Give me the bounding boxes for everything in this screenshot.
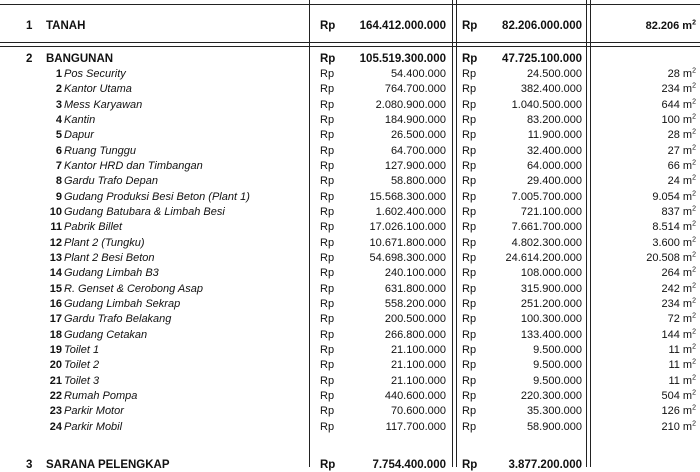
item-number: 23 <box>49 405 62 417</box>
currency-label: Rp <box>320 283 335 295</box>
value-total: 10.671.800.000 <box>369 237 446 249</box>
value-total: 631.800.000 <box>384 283 446 295</box>
currency-label: Rp <box>320 298 335 310</box>
currency-label: Rp <box>462 114 477 126</box>
value-liquidation: 1.040.500.000 <box>511 99 582 111</box>
item-name: Toilet 3 <box>64 375 100 387</box>
item-name: Rumah Pompa <box>64 390 138 402</box>
currency-label: Rp <box>462 313 477 325</box>
item-name: Gardu Trafo Depan <box>64 175 158 187</box>
currency-label: Rp <box>462 405 477 417</box>
item-number: 20 <box>49 359 62 371</box>
value-total: 105.519.300.000 <box>359 53 446 65</box>
area-value: 837 $m^2$ <box>661 205 696 218</box>
currency-label: Rp <box>462 99 477 111</box>
currency-label: Rp <box>462 83 477 95</box>
value-liquidation: 133.400.000 <box>520 329 582 341</box>
area-value: 234 $m^2$ <box>661 82 696 95</box>
currency-label: Rp <box>320 53 336 65</box>
value-liquidation: 100.300.000 <box>520 313 582 325</box>
currency-label: Rp <box>320 175 335 187</box>
area-value: 144 $m^2$ <box>661 328 696 341</box>
item-number: 8 <box>55 175 62 187</box>
item-name: Toilet 2 <box>64 359 100 371</box>
area-value: 11 $m^2$ <box>668 374 696 387</box>
item-number: 1 <box>55 68 62 80</box>
currency-label: Rp <box>320 99 335 111</box>
value-liquidation: 82.206.000.000 <box>502 20 582 32</box>
item-name: R. Genset & Cerobong Asap <box>64 283 204 295</box>
area-value: 24 $m^2$ <box>667 174 696 187</box>
area-value: 27 $m^2$ <box>667 144 696 157</box>
currency-label: Rp <box>462 375 477 387</box>
value-total: 558.200.000 <box>384 298 446 310</box>
value-liquidation: 29.400.000 <box>526 175 582 187</box>
value-liquidation: 9.500.000 <box>533 344 582 356</box>
currency-label: Rp <box>462 206 477 218</box>
item-number: 16 <box>49 298 62 310</box>
item-number: 14 <box>49 267 62 279</box>
value-liquidation: 220.300.000 <box>520 390 582 402</box>
value-total: 58.800.000 <box>390 175 446 187</box>
item-name: Kantor Utama <box>64 83 132 95</box>
value-liquidation: 382.400.000 <box>520 83 582 95</box>
value-liquidation: 58.900.000 <box>526 421 582 433</box>
value-total: 1.602.400.000 <box>375 206 446 218</box>
item-name: Pabrik Billet <box>64 221 123 233</box>
area-value: 72 $m^2$ <box>667 312 696 325</box>
item-number: 7 <box>55 160 62 172</box>
section-number: 2 <box>26 53 33 65</box>
item-name: Pos Security <box>64 68 126 80</box>
item-number: 5 <box>55 129 62 141</box>
item-number: 10 <box>49 206 62 218</box>
value-total: 21.100.000 <box>390 359 446 371</box>
item-name: Gudang Limbah Sekrap <box>64 298 181 310</box>
currency-label: Rp <box>320 206 335 218</box>
section-title: TANAH <box>46 20 86 32</box>
item-name: Plant 2 Besi Beton <box>64 252 155 264</box>
item-name: Plant 2 (Tungku) <box>64 237 145 249</box>
value-total: 240.100.000 <box>384 267 446 279</box>
item-name: Kantor HRD dan Timbangan <box>64 160 203 172</box>
currency-label: Rp <box>462 160 477 172</box>
currency-label: Rp <box>462 68 477 80</box>
value-liquidation: 47.725.100.000 <box>502 53 582 65</box>
value-liquidation: 32.400.000 <box>526 145 582 157</box>
item-number: 2 <box>55 83 62 95</box>
currency-label: Rp <box>320 405 335 417</box>
currency-label: Rp <box>462 267 477 279</box>
currency-label: Rp <box>320 359 335 371</box>
item-number: 15 <box>49 283 62 295</box>
item-name: Gudang Cetakan <box>64 329 148 341</box>
currency-label: Rp <box>462 237 477 249</box>
item-name: Gudang Batubara & Limbah Besi <box>64 206 225 218</box>
value-total: 2.080.900.000 <box>375 99 446 111</box>
currency-label: Rp <box>320 421 335 433</box>
value-total: 26.500.000 <box>390 129 446 141</box>
value-total: 7.754.400.000 <box>372 459 446 471</box>
currency-label: Rp <box>462 53 478 65</box>
area-value: 644 $m^2$ <box>661 98 696 111</box>
value-liquidation: 4.802.300.000 <box>511 237 582 249</box>
currency-label: Rp <box>462 329 477 341</box>
area-value: 234 $m^2$ <box>661 297 696 310</box>
item-name: Kantin <box>64 114 96 126</box>
value-liquidation: 64.000.000 <box>526 160 582 172</box>
value-liquidation: 11.900.000 <box>527 129 582 141</box>
value-liquidation: 35.300.000 <box>526 405 582 417</box>
item-number: 11 <box>50 221 62 233</box>
item-name: Gudang Produksi Besi Beton (Plant 1) <box>64 191 250 203</box>
area-value: 28 $m^2$ <box>667 67 696 80</box>
item-name: Dapur <box>64 129 94 141</box>
currency-label: Rp <box>462 191 477 203</box>
currency-label: Rp <box>320 390 335 402</box>
area-value: 100 $m^2$ <box>661 113 696 126</box>
currency-label: Rp <box>320 129 335 141</box>
currency-label: Rp <box>320 237 335 249</box>
value-liquidation: 7.661.700.000 <box>511 221 582 233</box>
area-value: 11 $m^2$ <box>668 343 696 356</box>
currency-label: Rp <box>320 329 335 341</box>
value-liquidation: 24.614.200.000 <box>505 252 582 264</box>
area-value: 126 $m^2$ <box>661 404 696 417</box>
section-number: 3 <box>26 459 33 471</box>
currency-label: Rp <box>320 83 335 95</box>
item-number: 3 <box>55 99 62 111</box>
currency-label: Rp <box>320 221 335 233</box>
value-total: 184.900.000 <box>384 114 446 126</box>
currency-label: Rp <box>320 68 335 80</box>
area-value: 504 $m^2$ <box>661 389 696 402</box>
currency-label: Rp <box>462 390 477 402</box>
area-value: 8.514 $m^2$ <box>652 220 696 233</box>
item-name: Gardu Trafo Belakang <box>64 313 172 325</box>
currency-label: Rp <box>320 252 335 264</box>
value-liquidation: 3.877.200.000 <box>508 459 582 471</box>
currency-label: Rp <box>320 114 335 126</box>
currency-label: Rp <box>462 459 478 471</box>
currency-label: Rp <box>462 221 477 233</box>
area-value: 210 $m^2$ <box>661 420 696 433</box>
currency-label: Rp <box>462 20 478 32</box>
value-liquidation: 108.000.000 <box>520 267 582 279</box>
currency-label: Rp <box>320 160 335 172</box>
value-liquidation: 9.500.000 <box>533 375 582 387</box>
value-total: 54.400.000 <box>390 68 446 80</box>
item-number: 21 <box>49 375 62 387</box>
currency-label: Rp <box>320 191 335 203</box>
area-value: 3.600 $m^2$ <box>652 236 696 249</box>
currency-label: Rp <box>320 344 335 356</box>
item-number: 4 <box>55 114 62 126</box>
section-title: SARANA PELENGKAP <box>46 459 170 471</box>
value-total: 440.600.000 <box>384 390 446 402</box>
area-value: 11 $m^2$ <box>668 358 696 371</box>
value-liquidation: 315.900.000 <box>520 283 582 295</box>
value-total: 15.568.300.000 <box>369 191 446 203</box>
item-name: Parkir Mobil <box>64 421 123 433</box>
currency-label: Rp <box>320 20 336 32</box>
value-total: 266.800.000 <box>384 329 446 341</box>
value-liquidation: 251.200.000 <box>520 298 582 310</box>
value-total: 21.100.000 <box>390 344 446 356</box>
area-value: 82.206 $m^2$ <box>645 19 696 32</box>
currency-label: Rp <box>320 267 335 279</box>
area-value: 28 $m^2$ <box>667 128 696 141</box>
item-number: 22 <box>49 390 62 402</box>
value-liquidation: 7.005.700.000 <box>511 191 582 203</box>
item-name: Gudang Limbah B3 <box>64 267 159 279</box>
value-liquidation: 24.500.000 <box>526 68 582 80</box>
item-number: 17 <box>49 313 62 325</box>
area-value: 9.054 $m^2$ <box>652 190 696 203</box>
currency-label: Rp <box>320 313 335 325</box>
item-number: 13 <box>49 252 62 264</box>
value-total: 54.698.300.000 <box>369 252 446 264</box>
value-liquidation: 83.200.000 <box>526 114 582 126</box>
item-number: 19 <box>49 344 62 356</box>
item-name: Parkir Motor <box>64 405 124 417</box>
section-title: BANGUNAN <box>46 53 114 65</box>
currency-label: Rp <box>462 298 477 310</box>
item-name: Ruang Tunggu <box>64 145 136 157</box>
value-liquidation: 721.100.000 <box>520 206 582 218</box>
currency-label: Rp <box>462 421 477 433</box>
area-value: 20.508 $m^2$ <box>646 251 696 264</box>
currency-label: Rp <box>320 459 336 471</box>
value-total: 200.500.000 <box>384 313 446 325</box>
area-value: 242 $m^2$ <box>661 282 696 295</box>
value-total: 764.700.000 <box>384 83 446 95</box>
value-total: 64.700.000 <box>390 145 446 157</box>
item-number: 24 <box>49 421 62 433</box>
area-value: 66 $m^2$ <box>667 159 696 172</box>
currency-label: Rp <box>462 359 477 371</box>
item-number: 12 <box>49 237 62 249</box>
currency-label: Rp <box>462 175 477 187</box>
item-number: 18 <box>49 329 62 341</box>
item-name: Toilet 1 <box>64 344 100 356</box>
value-total: 21.100.000 <box>390 375 446 387</box>
currency-label: Rp <box>462 145 477 157</box>
currency-label: Rp <box>320 375 335 387</box>
value-liquidation: 9.500.000 <box>533 359 582 371</box>
value-total: 127.900.000 <box>384 160 446 172</box>
value-total: 164.412.000.000 <box>359 20 446 32</box>
section-number: 1 <box>26 20 33 32</box>
value-total: 70.600.000 <box>390 405 446 417</box>
value-total: 117.700.000 <box>385 421 446 433</box>
value-total: 17.026.100.000 <box>369 221 446 233</box>
currency-label: Rp <box>462 252 477 264</box>
currency-label: Rp <box>462 344 477 356</box>
currency-label: Rp <box>462 283 477 295</box>
item-number: 9 <box>55 191 62 203</box>
currency-label: Rp <box>462 129 477 141</box>
area-value: 264 $m^2$ <box>661 266 696 279</box>
item-number: 6 <box>55 145 62 157</box>
currency-label: Rp <box>320 145 335 157</box>
item-name: Mess Karyawan <box>64 99 143 111</box>
